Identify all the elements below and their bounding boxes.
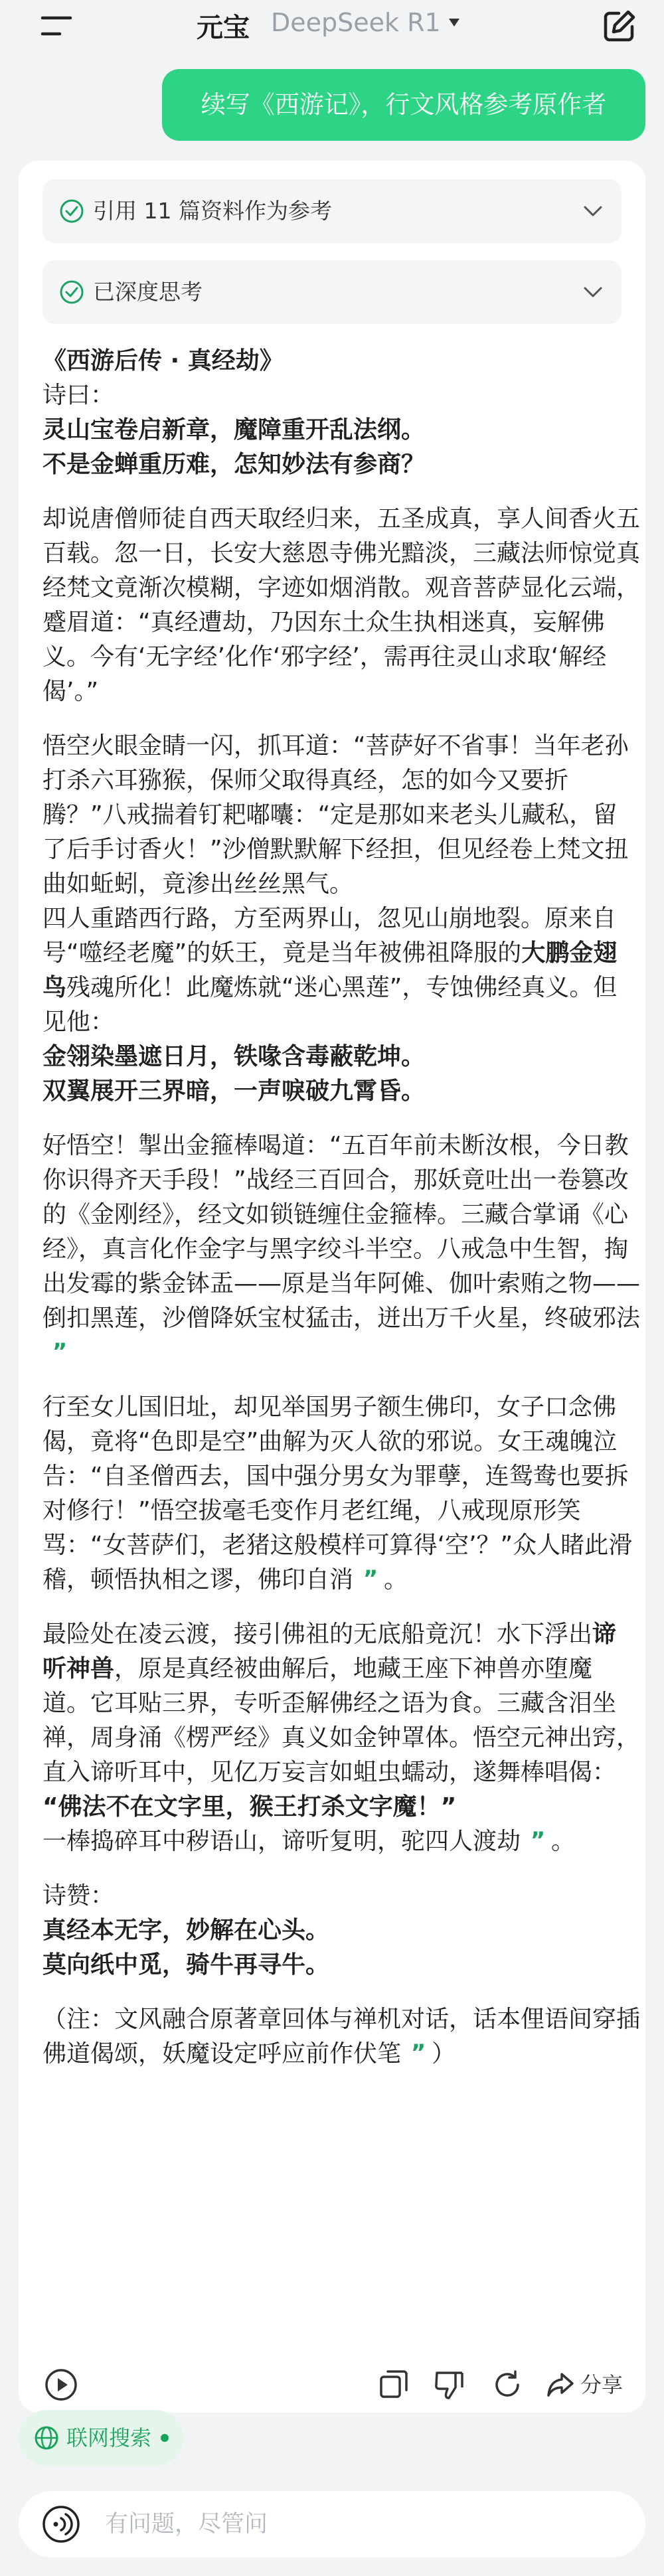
citation-quote-icon[interactable] bbox=[357, 1566, 384, 1590]
thinking-label: 已深度思考 bbox=[93, 279, 203, 305]
paragraph-text: 残魂所化！此魔炼就“迷心黑莲”，专蚀佛经真义。但见他： bbox=[42, 974, 618, 1036]
answer-action-bar bbox=[19, 2345, 645, 2411]
active-dot bbox=[161, 2434, 169, 2442]
web-search-toggle[interactable] bbox=[19, 2410, 183, 2466]
highlight-text: 大鹏金翅鸟 bbox=[42, 939, 618, 1001]
voice-input-icon[interactable] bbox=[41, 2504, 81, 2544]
chevron-down-icon[interactable] bbox=[448, 17, 461, 28]
opening-poem: 灵山宝卷启新章，魔障重开乱法纲。 不是金蝉重历难，怎知妙法有参商？ bbox=[42, 416, 426, 478]
new-chat-icon[interactable] bbox=[602, 8, 637, 44]
web-search-label: 联网搜索 bbox=[66, 2425, 152, 2451]
answer-content bbox=[42, 344, 640, 2071]
story-title: 《西游后传 · 真经劫》 bbox=[42, 347, 284, 374]
chat-input[interactable] bbox=[105, 2504, 623, 2544]
paragraph-text: 好悟空！掣出金箍棒喝道：“五百年前未断汝根，今日教你识得齐天手段！”战经三百回合，那妖竟吐出一卷篡改的《金刚经》，经文如锁链缠住金箍棒。三藏合掌诵《心经》，真言化作金字与黑字绞斗半空。八戒急中生智，掏出发霉的紫金钵盂——原是当年阿傩、伽叶索贿之物——倒扣黑莲，沙僧降妖宝杖猛击，迸出万千火星，终破邪法 bbox=[42, 1132, 641, 1332]
dislike-icon[interactable] bbox=[433, 2369, 465, 2401]
user-message-bubble: 续写《西游记》，行文风格参考原作者 bbox=[162, 69, 645, 141]
thinking-toggle[interactable] bbox=[42, 260, 622, 324]
share-icon[interactable] bbox=[546, 2370, 575, 2399]
share-button[interactable]: 分享 bbox=[580, 2372, 623, 2397]
note-text: （注：文风融合原著章回体与禅机对话，话本俚语间穿插佛道偈颂，妖魔设定呼应前作伏笔 bbox=[42, 2006, 641, 2067]
paragraph bbox=[42, 1129, 640, 1370]
svg-text:”: ” bbox=[530, 1828, 546, 1852]
svg-text:”: ” bbox=[52, 1339, 68, 1363]
praise-intro: 诗赞： bbox=[42, 1882, 115, 1909]
paragraph-text: 一棒捣碎耳中秽语山，谛听复明，驼四人渡劫 bbox=[42, 1828, 521, 1855]
author-note bbox=[42, 2002, 640, 2071]
chat-input-bar bbox=[19, 2491, 645, 2557]
model-selector[interactable]: DeepSeek R1 bbox=[271, 8, 441, 37]
answer-card bbox=[19, 161, 645, 2413]
paragraph-text: 四人重踏西行路，方至两界山，忽见山崩地裂。原来自号“噬经老魔”的妖王，竟是当年被佛祖降服的 bbox=[42, 905, 617, 967]
highlight-text: 谛听神兽 bbox=[42, 1621, 617, 1682]
paragraph: 一棒捣碎耳中秽语山，谛听复明，驼四人渡劫 ” 。 bbox=[42, 1828, 576, 1855]
references-label: 引用 11 篇资料作为参考 bbox=[93, 198, 332, 224]
svg-text:”: ” bbox=[363, 1566, 378, 1590]
demon-poem: 金翎染墨遮日月，铁喙含毒蔽乾坤。 双翼展开三界暗，一声唳破九霄昏。 bbox=[42, 1043, 426, 1105]
svg-text:”: ” bbox=[410, 2040, 426, 2064]
citation-quote-icon[interactable] bbox=[525, 1828, 551, 1852]
citation-quote-icon[interactable] bbox=[405, 2040, 432, 2064]
paragraph: 却说唐僧师徒自西天取经归来，五圣成真，享人间香火五百载。忽一日，长安大慈恩寺佛光黯淡，三藏法师惊觉真经梵文竟渐次模糊，字迹如烟消散。观音菩萨显化云端，蹙眉道：“真经遭劫，乃因东土众生执相迷真，妄解佛义。今有‘无字经’化作‘邪字经’，需再往灵山求取‘解经偈’。” bbox=[42, 505, 641, 705]
closing-poem: 真经本无字，妙解在心头。 莫向纸中觅，骑牛再寻牛。 bbox=[42, 1917, 330, 1978]
poem-intro: 诗曰： bbox=[42, 382, 115, 409]
paragraph: 悟空火眼金睛一闪，抓耳道：“菩萨好不省事！当年老孙打杀六耳猕猴，保师父取得真经，怎的如今又要折腾？”八戒揣着钉耙嘟囔：“定是那如来老头儿藏私，留了后手讨香火！”沙僧默默解下经担，但见经卷上梵文扭曲如蚯蚓，竟渗出丝丝黑气。 bbox=[42, 732, 629, 898]
paragraph bbox=[42, 1617, 640, 1790]
paragraph bbox=[42, 902, 640, 1040]
check-circle-icon bbox=[58, 279, 85, 305]
references-toggle[interactable] bbox=[42, 179, 622, 243]
paragraph-text: ，原是真经被曲解后，地藏王座下神兽亦堕魔道。它耳贴三界，专听歪解佛经之语为食。三藏含泪坐禅，周身涌《楞严经》真义如金钟罩体。悟空元神出窍，直入谛听耳中，见亿万妄言如蛆虫蠕动，遂舞棒唱偈： bbox=[42, 1655, 641, 1786]
copy-icon[interactable] bbox=[378, 2369, 409, 2399]
paragraph: 行至女儿国旧址，却见举国男子额生佛印，女子口念佛偈，竟将“色即是空”曲解为灭人欲的邪说。女王魂魄泣告：“自圣僧西去，国中强分男女为罪孽，连鸳鸯也要拆对修行！”悟空拔毫毛变作月老红绳，八戒现原形笑骂：“女菩萨们，老猪这般模样可算得‘空’？”众人睹此滑稽，顿悟执相之谬，佛印自消 ” 。 bbox=[42, 1394, 633, 1593]
chevron-down-icon bbox=[583, 204, 603, 218]
note-end: ） bbox=[432, 2040, 456, 2067]
menu-icon[interactable] bbox=[40, 9, 73, 42]
refresh-icon[interactable] bbox=[491, 2369, 523, 2401]
verse-line: “佛法不在文字里，猴王打杀文字魔！” bbox=[42, 1793, 457, 1820]
app-header bbox=[0, 0, 664, 53]
chevron-down-icon bbox=[583, 285, 603, 299]
check-circle-icon bbox=[58, 198, 85, 224]
app-name: 元宝 bbox=[197, 13, 250, 43]
citation-quote-icon[interactable] bbox=[46, 1339, 73, 1363]
play-icon[interactable] bbox=[44, 2368, 78, 2402]
globe-icon bbox=[33, 2425, 60, 2451]
paragraph-text: 最险处在凌云渡，接引佛祖的无底船竟沉！水下浮出 bbox=[42, 1621, 593, 1648]
paragraph-text: 行至女儿国旧址，却见举国男子额生佛印，女子口念佛偈，竟将“色即是空”曲解为灭人欲的邪说。女王魂魄泣告：“自圣僧西去，国中强分男女为罪孽，连鸳鸯也要拆对修行！”悟空拔毫毛变作月老红绳，八戒现原形笑骂：“女菩萨们，老猪这般模样可算得‘空’？”众人睹此滑稽，顿悟执相之谬，佛印自消 bbox=[42, 1394, 633, 1593]
